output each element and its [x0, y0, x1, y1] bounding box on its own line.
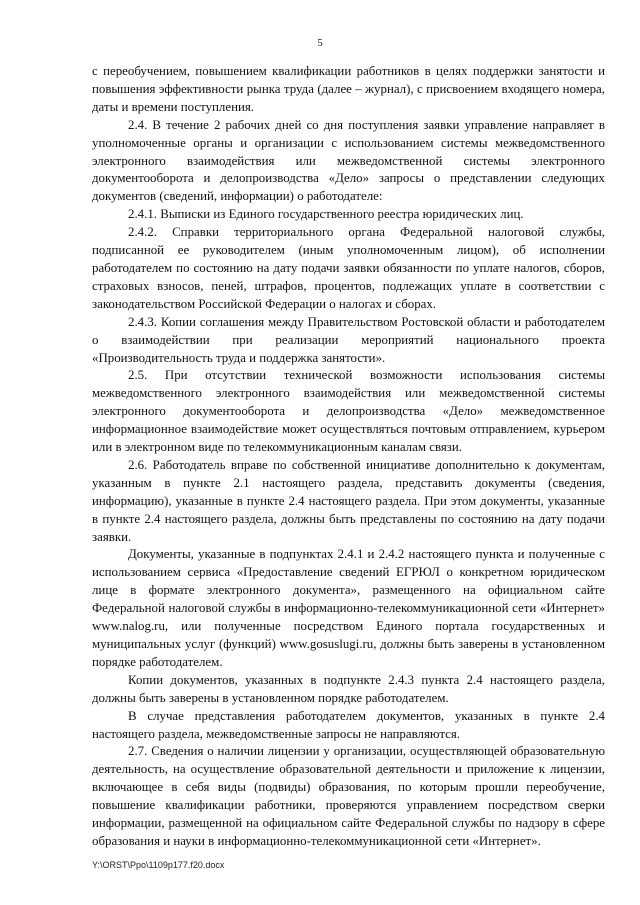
paragraph-2-5: 2.5. При отсутствии технической возможности использования системы межведомственного электронного взаимодействия или межведомственной системы электронного документооборота и делопроизводства «Дело» межведомственное информационное взаимодействие может осуществляться почтовым отправлением, курьером или в электронном виде по телекоммуникационным каналам связи. — [92, 368, 605, 455]
paragraph-documents-2-4-1-2-4-2: Документы, указанные в подпунктах 2.4.1 и 2.4.2 настоящего пункта и полученные с использованием сервиса «Предоставление сведений ЕГРЮЛ о конкретном юридическом лице в формате электронного документа», размещенного на официальном сайте Федеральной налоговой службы в информационно-телекоммуникационной сети «Интернет» www.nalog.ru, или полученные посредством Единого портала государственных и муниципальных услуг (функций) www.gosuslugi.ru, должны быть заверены в установленном порядке работодателем. — [92, 547, 605, 669]
paragraph-2-4-3: 2.4.3. Копии соглашения между Правительством Ростовской области и работодателем о взаимодействии при реализации мероприятий национального проекта «Производительность труда и поддержка занятости». — [92, 314, 605, 365]
paragraph-2-7: 2.7. Сведения о наличии лицензии у организации, осуществляющей образовательную деятельность, на осуществление образовательной деятельности и приложение к лицензии, включающее в себя виды (подвиды) образования, по которым прошли переобучение, повышение квалификации работники, проверяются управлением посредством сверки информации, размещенной на официальном сайте Федеральной службы по надзору в сфере образования и науки в информационно-телекоммуникационной сети «Интернет». — [92, 744, 605, 848]
paragraph-no-requests: В случае представления работодателем документов, указанных в пункте 2.4 настоящего раздела, межведомственные запросы не направляются. — [92, 708, 605, 741]
paragraph-continuation: с переобучением, повышением квалификации работников в целях поддержки занятости и повышения эффективности рынка труда (далее – журнал), с присвоением входящего номера, даты и времени поступления. — [92, 64, 605, 114]
paragraph-copies-2-4-3: Копии документов, указанных в подпункте 2.4.3 пункта 2.4 настоящего раздела, должны быть заверены в установленном порядке работодателем. — [92, 672, 605, 705]
paragraph-2-4: 2.4. В течение 2 рабочих дней со дня поступления заявки управление направляет в уполномоченные органы и организации с использованием системы межведомственного электронного взаимодействия или межведомственной системы электронного документооборота и делопроизводства «Дело» запросы о представлении следующих документов (сведений, информации) о работодателе: — [92, 117, 605, 204]
document-body — [92, 63, 605, 851]
paragraph-2-6: 2.6. Работодатель вправе по собственной инициативе дополнительно к документам, указанным в пункте 2.1 настоящего раздела, представить документы (сведения, информацию), указанные в пункте 2.4 настоящего раздела. При этом документы, указанные в пункте 2.4 настоящего раздела, должны быть представлены по состоянию на дату подачи заявки. — [92, 457, 605, 544]
page-number: 5 — [317, 38, 323, 49]
paragraph-2-4-2: 2.4.2. Справки территориального органа Федеральной налоговой службы, подписанной ее руководителем (иным уполномоченным лицом), об исполнении работодателем по состоянию на дату подачи заявки обязанности по уплате налогов, сборов, страховых взносов, пеней, штрафов, процентов, подлежащих уплате в соответствии с законодательством Российской Федерации о налогах и сборах. — [92, 225, 605, 311]
paragraph-2-4-1: 2.4.1. Выписки из Единого государственного реестра юридических лиц. — [128, 207, 524, 222]
file-path-footer: Y:\ORST\Ppo\1109p177.f20.docx — [92, 860, 225, 870]
